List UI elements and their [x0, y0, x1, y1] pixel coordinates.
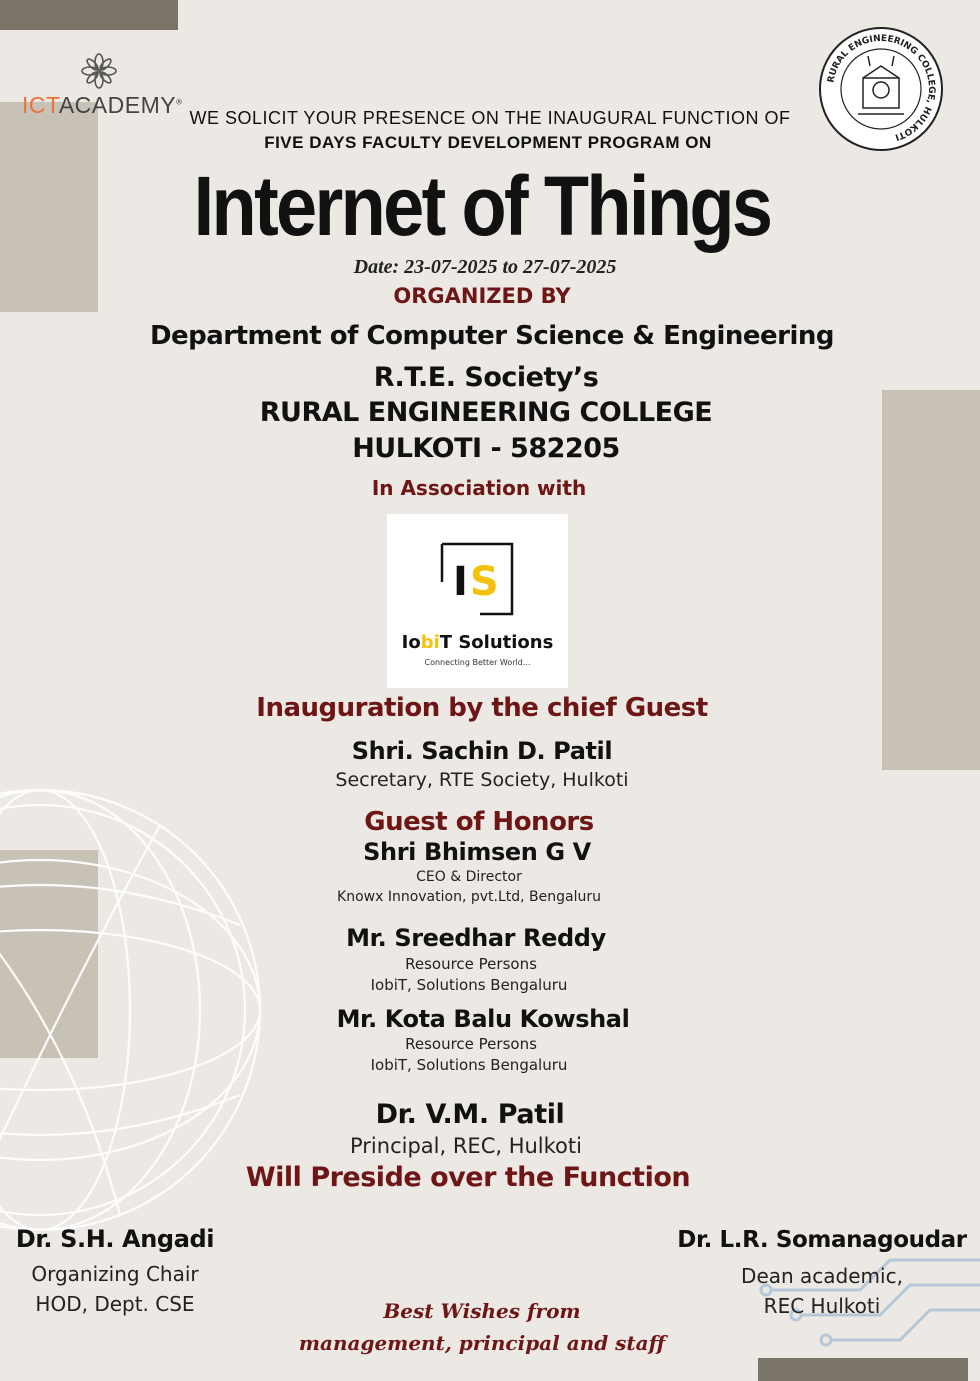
partner-tagline: Connecting Better World...	[424, 658, 531, 667]
program-line: FIVE DAYS FACULTY DEVELOPMENT PROGRAM ON	[264, 133, 712, 152]
signatory-left-role2: HOD, Dept. CSE	[35, 1292, 195, 1316]
ict-logo-suffix: ACADEMY	[58, 92, 177, 118]
event-date: Date: 23-07-2025 to 27-07-2025	[353, 256, 617, 278]
partner-logo	[387, 514, 568, 688]
ict-logo-prefix: ICT	[22, 92, 59, 118]
college-seal-text: RURAL ENGINEERING COLLEGE, HULKOTI	[826, 33, 937, 142]
partner-name-part1: Io	[401, 632, 421, 653]
guest3-role2: IobiT, Solutions Bengaluru	[370, 1056, 568, 1074]
partner-monogram: IS	[453, 559, 501, 605]
chief-guest-role: Secretary, RTE Society, Hulkoti	[335, 769, 629, 791]
event-title: Internet of Things	[193, 159, 771, 253]
partner-name	[387, 632, 568, 653]
department-name: Department of Computer Science & Engineering	[149, 321, 835, 351]
guest2-role1: Resource Persons	[405, 955, 537, 973]
guest3-role1: Resource Persons	[405, 1035, 537, 1053]
signatory-left-role1: Organizing Chair	[31, 1262, 199, 1286]
chief-guest-heading: Inauguration by the chief Guest	[256, 693, 708, 723]
presider-role: Principal, REC, Hulkoti	[350, 1134, 582, 1158]
guest1-name: Shri Bhimsen G V	[363, 838, 591, 866]
guest-of-honor-heading: Guest of Honors	[364, 807, 594, 837]
guest2-name: Mr. Sreedhar Reddy	[346, 924, 606, 952]
organized-by-heading: ORGANIZED BY	[393, 284, 571, 308]
invitation-line: WE SOLICIT YOUR PRESENCE ON THE INAUGURAL FUNCTION OF	[189, 108, 791, 128]
corner-bar-top	[0, 0, 178, 30]
society-name: R.T.E. Society’s	[373, 362, 599, 393]
signatory-right-role2: REC Hulkoti	[763, 1294, 881, 1318]
flower-icon	[80, 52, 118, 90]
signatory-left-name: Dr. S.H. Angadi	[15, 1225, 215, 1253]
partner-name-part2: bi	[420, 632, 440, 653]
association-label: In Association with	[371, 476, 587, 500]
college-name: RURAL ENGINEERING COLLEGE	[259, 397, 713, 428]
wishes-line1: Best Wishes from	[383, 1299, 581, 1323]
guest2-role2: IobiT, Solutions Bengaluru	[370, 976, 568, 994]
guest1-role1: CEO & Director	[416, 869, 522, 885]
wishes-line2: management, principal and staff	[298, 1331, 666, 1355]
college-location: HULKOTI - 582205	[352, 433, 620, 464]
presider-note: Will Preside over the Function	[245, 1162, 691, 1193]
ict-logo-reg: ®	[176, 97, 183, 107]
signatory-right-name: Dr. L.R. Somanagoudar	[677, 1227, 967, 1253]
presider-name: Dr. V.M. Patil	[375, 1099, 565, 1130]
guest3-name: Mr. Kota Balu Kowshal	[336, 1005, 630, 1033]
chief-guest-name: Shri. Sachin D. Patil	[351, 737, 613, 765]
partner-name-part3: T Solutions	[439, 632, 554, 653]
signatory-right-role1: Dean academic,	[741, 1264, 903, 1288]
guest1-role2: Knowx Innovation, pvt.Ltd, Bengaluru	[337, 889, 601, 905]
corner-bar-bottom	[758, 1358, 968, 1381]
